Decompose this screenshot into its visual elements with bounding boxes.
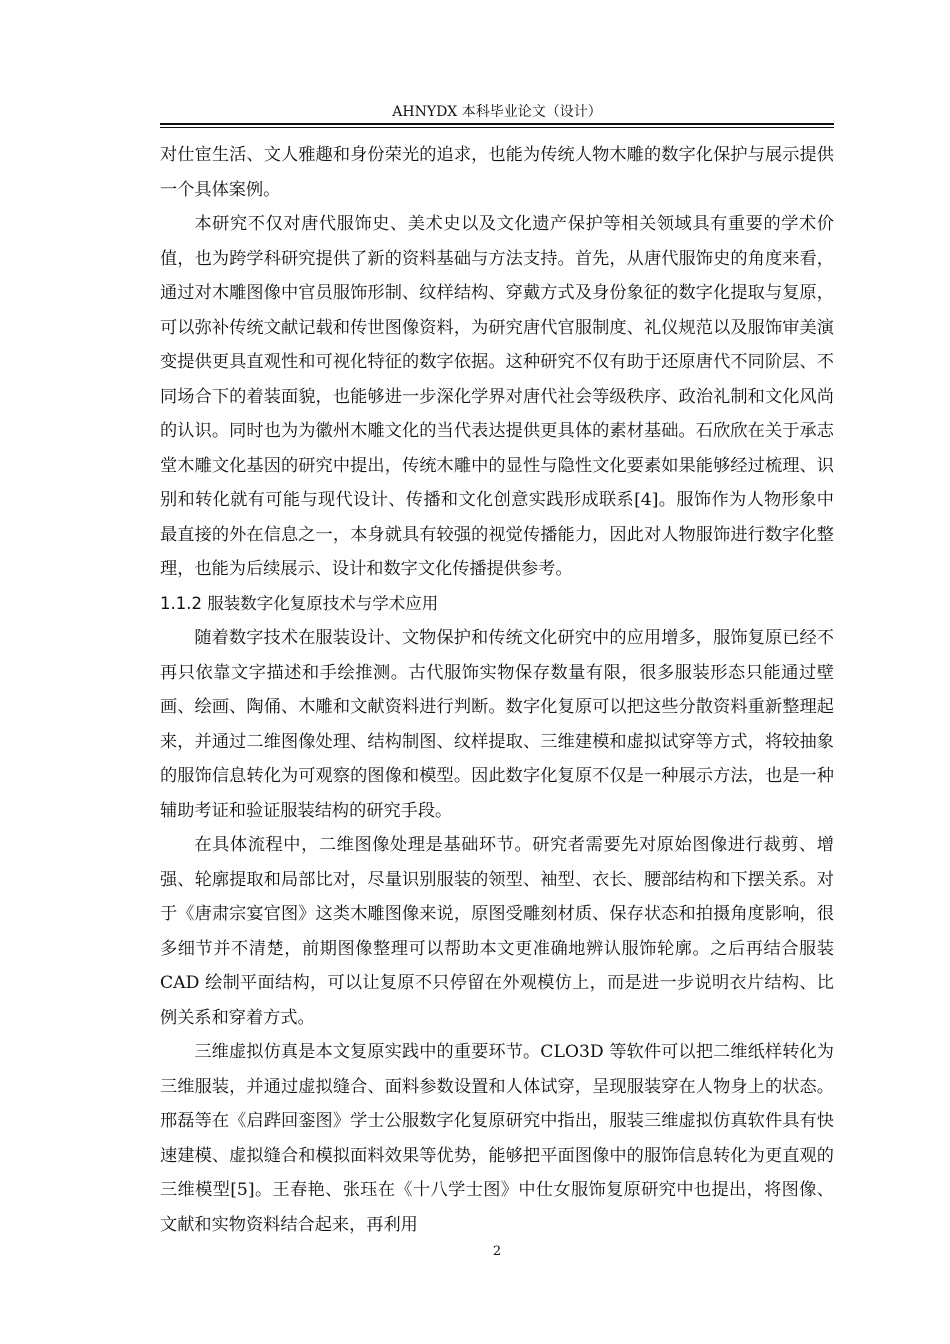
paragraph: 本研究不仅对唐代服饰史、美术史以及文化遗产保护等相关领域具有重要的学术价值，也为跨学科研究提供了新的资料基础与方法支持。首先，从唐代服饰史的角度来看，通过对木雕图像中官员服饰形制、纹样结构、穿戴方式及身份象征的数字化提取与复原，可以弥补传统文献记载和传世图像资料，为研究唐代官服制度、礼仪规范以及服饰审美演变提供更具直观性和可视化特征的数字依据。这种研究不仅有助于还原唐代不同阶层、不同场合下的着装面貌，也能够进一步深化学界对唐代社会等级秩序、政治礼制和文化风尚的认识。同时也为为徽州木雕文化的当代表达提供更具体的素材基础。石欣欣在关于承志堂木雕文化基因的研究中提出，传统木雕中的显性与隐性文化要素如果能够经过梳理、识别和转化就有可能与现代设计、传播和文化创意实践形成联系[4]。服饰作为人物形象中最直接的外在信息之一，本身就具有较强的视觉传播能力，因此对人物服饰进行数字化整理，也能为后续展示、设计和数字文化传播提供参考。: [160, 214, 834, 579]
paragraph: 随着数字技术在服装设计、文物保护和传统文化研究中的应用增多，服饰复原已经不再只依靠文字描述和手绘推测。古代服饰实物保存数量有限，很多服装形态只能通过壁画、绘画、陶俑、木雕和文献资料进行判断。数字化复原可以把这些分散资料重新整理起来，并通过二维图像处理、结构制图、纹样提取、三维建模和虚拟试穿等方式，将较抽象的服饰信息转化为可观察的图像和模型。因此数字化复原不仅是一种展示方法，也是一种辅助考证和验证服装结构的研究手段。: [160, 628, 834, 821]
body-text: [160, 138, 834, 1242]
paragraph-continued: 对仕宦生活、文人雅趣和身份荣光的追求，也能为传统人物木雕的数字化保护与展示提供一个具体案例。: [160, 145, 834, 200]
header-rule-thin: [160, 127, 834, 128]
running-header: AHNYDX 本科毕业论文（设计）: [392, 104, 602, 120]
paragraph: 三维虚拟仿真是本文复原实践中的重要环节。CLO3D 等软件可以把二维纸样转化为三维服装，并通过虚拟缝合、面料参数设置和人体试穿，呈现服装穿在人物身上的状态。邢磊等在《启跸回銮图》学士公服数字化复原研究中指出，服装三维虚拟仿真软件具有快速建模、虚拟缝合和模拟面料效果等优势，能够把平面图像中的服饰信息转化为更直观的三维模型[5]。王春艳、张珏在《十八学士图》中仕女服饰复原研究中也提出，将图像、文献和实物资料结合起来，再利用: [160, 1042, 834, 1235]
page-number: 2: [492, 1244, 502, 1259]
header-rule-thick: [160, 123, 834, 125]
section-heading: 1.1.2 服装数字化复原技术与学术应用: [160, 593, 439, 613]
paragraph: 在具体流程中，二维图像处理是基础环节。研究者需要先对原始图像进行裁剪、增强、轮廓提取和局部比对，尽量识别服装的领型、袖型、衣长、腰部结构和下摆关系。对于《唐肃宗宴官图》这类木雕图像来说，原图受雕刻材质、保存状态和拍摄角度影响，很多细节并不清楚，前期图像整理可以帮助本文更准确地辨认服饰轮廓。之后再结合服装 CAD 绘制平面结构，可以让复原不只停留在外观模仿上，而是进一步说明衣片结构、比例关系和穿着方式。: [160, 835, 834, 1028]
